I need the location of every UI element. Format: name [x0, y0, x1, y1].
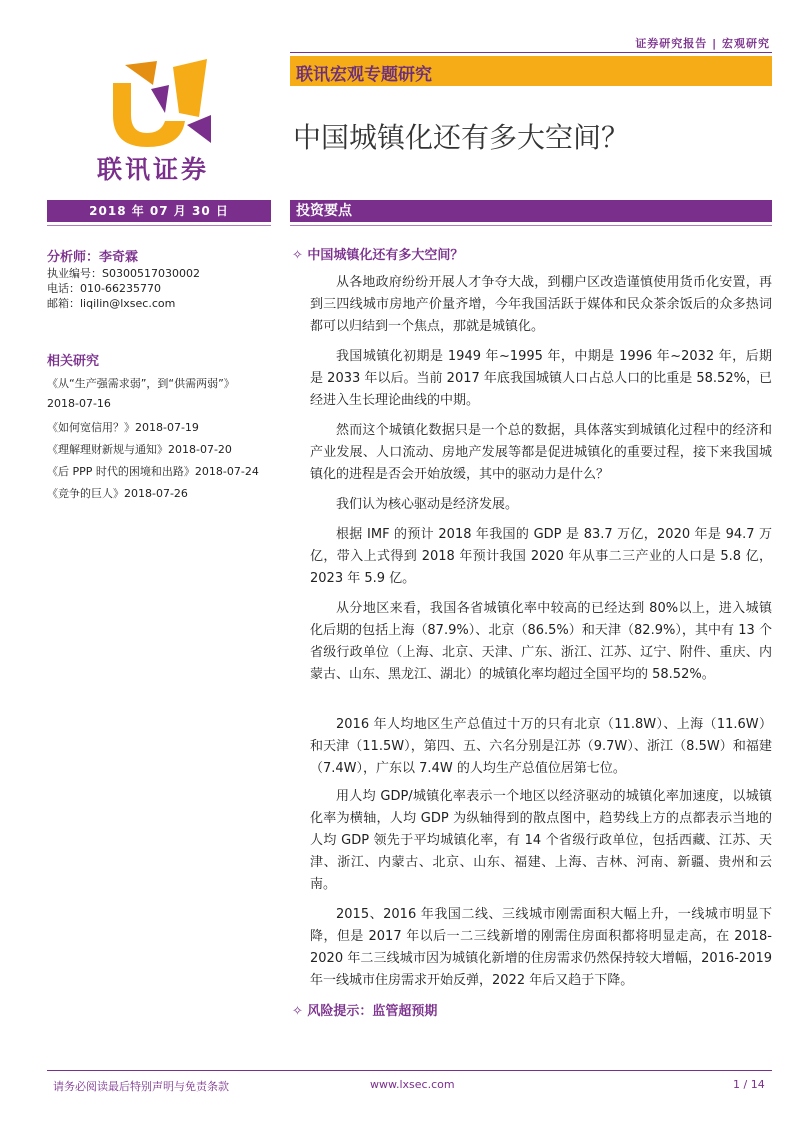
body-paragraph: 2015、2016 年我国二线、三线城市刚需面积大幅上升，一线城市明显下降，但是 2017 年以后一二三线新增的刚需住房面积都将明显走高，在 2018-2020 年二三线城市因为城镇化新增的住房需求仍然保持较大增幅，2016-2019 年一线城市住房需求开始反弹，2022 年后又趋于下降。	[310, 907, 772, 988]
section-divider	[290, 225, 772, 226]
body-paragraph: 2016 年人均地区生产总值过十万的只有北京（11.8W）、上海（11.6W）和天津（11.5W），第四、五、六名分别是江苏（9.7W）、浙江（8.5W）和福建（7.4W），广东以 7.4W 的人均生产总值位居第七位。	[310, 717, 772, 776]
body-paragraph: 然而这个城镇化数据只是一个总的数据，具体落实到城镇化过程中的经济和产业发展、人口流动、房地产发展等都是促进城镇化的重要过程，接下来我国城镇化的进程是否会开始放缓，其中的驱动力是什么？	[310, 423, 772, 482]
report-title: 中国城镇化还有多大空间？	[293, 121, 630, 154]
series-title: 联讯宏观专题研究	[296, 65, 432, 85]
related-item[interactable]: 《理解理财新规与通知》2018-07-20	[47, 443, 232, 456]
related-item[interactable]: 《如何宽信用？》2018-07-19	[47, 421, 199, 434]
body-paragraph: 用人均 GDP/城镇化率表示一个地区以经济驱动的城镇化率加速度，以城镇化率为横轴，人均 GDP 为纵轴得到的散点图中，趋势线上方的点都表示当地的人均 GDP 领先于平均城镇化率，有 14 个省级行政单位，包括西藏、江苏、天津、浙江、内蒙古、北京、山东、福建、上海、吉林、河南、新疆、贵州和云南。	[310, 789, 772, 892]
analyst-name: 分析师：李奇霖	[47, 250, 139, 265]
related-item[interactable]: 《后 PPP 时代的困境和出路》2018-07-24	[47, 465, 259, 478]
related-item[interactable]: 《竞争的巨人》2018-07-26	[47, 487, 188, 500]
related-research-title: 相关研究	[47, 354, 100, 369]
report-date: 2018 年 07 月 30 日	[47, 200, 271, 222]
date-divider	[47, 225, 271, 226]
body-paragraph: 从各地政府纷纷开展人才争夺大战，到棚户区改造谨慎使用货币化安置，再到三四线城市房地产价量齐增，今年我国活跃于媒体和民众茶余饭后的众多热词都可以归结到一个焦点，那就是城镇化。	[310, 275, 772, 334]
header-divider	[290, 52, 772, 53]
report-type-tag: 证券研究报告 | 宏观研究	[635, 37, 770, 50]
section-title: 投资要点	[296, 203, 352, 219]
body-paragraph: 我国城镇化初期是 1949 年~1995 年，中期是 1996 年~2032 年，后期是 2033 年以后。当前 2017 年底我国城镇人口占总人口的比重是 58.52%，已经进入生长理论曲线的中期。	[310, 349, 772, 408]
body-heading-1: ✧ 中国城镇化还有多大空间？	[292, 248, 464, 263]
footer-website-link[interactable]: www.lxsec.com	[370, 1078, 455, 1091]
body-paragraph: 根据 IMF 的预计 2018 年我国的 GDP 是 83.7 万亿，2020 年是 94.7 万亿，带入上式得到 2018 年预计我国 2020 年从事二三产业的人口是 5.8 亿，2023 年 5.9 亿。	[310, 527, 772, 586]
body-paragraph: 我们认为核心驱动是经济发展。	[336, 497, 519, 512]
body-paragraph: 从分地区来看，我国各省城镇化率中较高的已经达到 80%以上，进入城镇化后期的包括上海（87.9%）、北京（86.5%）和天津（82.9%），其中有 13 个省级行政单位（上海、北京、天津、广东、浙江、江苏、辽宁、附件、重庆、内蒙古、山东、黑龙江、湖北）的城镇化率均超过全国平均的 58.52%。	[310, 601, 772, 682]
analyst-email[interactable]: 邮箱：liqilin@lxsec.com	[47, 297, 176, 310]
company-logo-text: 联讯证券	[97, 155, 210, 184]
footer-divider	[47, 1070, 772, 1071]
footer-disclaimer: 请务必阅读最后特别声明与免责条款	[53, 1080, 229, 1093]
page-number: 1 / 14	[733, 1078, 765, 1091]
analyst-phone: 电话：010-66235770	[47, 282, 161, 295]
analyst-license: 执业编号：S0300517030002	[47, 267, 200, 280]
related-item[interactable]: 《从“生产强需求弱”，到“供需两弱”》	[47, 377, 235, 390]
section-bar	[290, 200, 772, 222]
body-heading-2: ✧ 风险提示：监管超预期	[292, 1004, 438, 1019]
related-item: 2018-07-16	[47, 397, 111, 410]
